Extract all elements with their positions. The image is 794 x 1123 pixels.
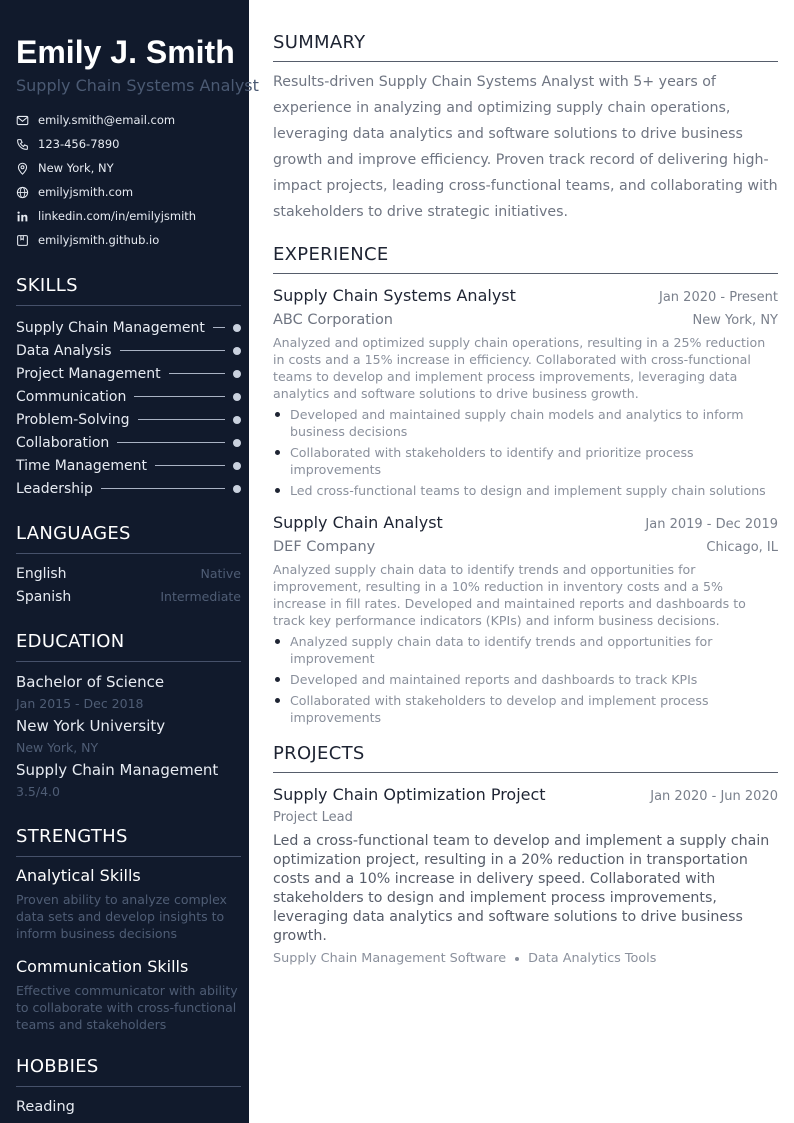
main-content <box>273 0 778 968</box>
tag-separator <box>515 957 519 961</box>
experience-heading: EXPERIENCE <box>273 243 778 274</box>
language-item <box>16 585 241 608</box>
skill-line <box>213 327 225 328</box>
contact-phone-text: 123-456-7890 <box>38 137 120 151</box>
skill-line <box>169 373 225 374</box>
education-gpa: 3.5/4.0 <box>16 784 60 799</box>
job-title: Supply Chain Systems Analyst <box>273 286 516 305</box>
strength-title: Analytical Skills <box>16 866 141 885</box>
projects-heading: PROJECTS <box>273 742 778 773</box>
linkedin-icon <box>16 210 29 223</box>
hobbies-heading: HOBBIES <box>16 1055 241 1087</box>
skill-dot <box>233 347 241 355</box>
job-description: Analyzed supply chain data to identify trends and opportunities for improvement, resulting in a 10% reduction in inventory costs and a 5% increase in fill rates. Developed and maintained reports and dashboards to track key performance indicators (KPIs) and inform business decisions. <box>273 562 746 628</box>
skill-item <box>16 362 241 385</box>
skill-dot <box>233 439 241 447</box>
contact-email-text: emily.smith@email.com <box>38 113 176 127</box>
skill-line <box>101 488 225 489</box>
contact-location-text: New York, NY <box>38 161 114 175</box>
strength-description: Effective communicator with ability to collaborate with cross-functional teams and stakeholders <box>16 983 238 1032</box>
skill-item <box>16 339 241 362</box>
skill-name: Collaboration <box>16 434 110 451</box>
job-location: Chicago, IL <box>706 540 778 555</box>
skill-name: Leadership <box>16 480 93 497</box>
phone-icon <box>16 138 29 151</box>
job-bullet: Collaborated with stakeholders to develop and implement process improvements <box>273 692 778 726</box>
skill-line <box>120 350 225 351</box>
strength-item <box>16 865 241 942</box>
skill-line <box>155 465 225 466</box>
sidebar <box>0 0 259 1123</box>
job-bullet: Collaborated with stakeholders to identify and prioritize process improvements <box>273 444 778 478</box>
language-name: Spanish <box>16 588 72 605</box>
job-location: New York, NY <box>692 313 778 328</box>
contact-phone[interactable] <box>16 132 241 156</box>
job-title: Supply Chain Analyst <box>273 513 443 532</box>
strength-item <box>16 956 241 1033</box>
language-level: Intermediate <box>160 589 241 604</box>
job-bullet: Led cross-functional teams to design and implement supply chain solutions <box>273 482 778 499</box>
hobby-item: Reading <box>16 1099 75 1115</box>
skill-item <box>16 454 241 477</box>
education-entry <box>16 671 241 803</box>
languages-heading: LANGUAGES <box>16 522 241 554</box>
skill-dot <box>233 416 241 424</box>
skill-name: Data Analysis <box>16 342 112 359</box>
contact-linkedin-text: linkedin.com/in/emilyjsmith <box>38 209 197 223</box>
experience-entry <box>273 284 778 499</box>
contact-website-text: emilyjsmith.com <box>38 185 134 199</box>
skill-line <box>138 419 225 420</box>
job-company: DEF Company <box>273 539 376 555</box>
job-dates: Jan 2020 - Present <box>659 290 778 305</box>
contact-location <box>16 156 241 180</box>
contact-github-text: emilyjsmith.github.io <box>38 233 160 247</box>
education-heading: EDUCATION <box>16 630 241 662</box>
skill-line <box>117 442 225 443</box>
contact-email[interactable] <box>16 108 241 132</box>
contact-website[interactable] <box>16 180 241 204</box>
email-icon <box>16 114 29 127</box>
skill-name: Communication <box>16 388 127 405</box>
project-entry <box>273 783 778 968</box>
contact-linkedin[interactable] <box>16 204 241 228</box>
contact-github[interactable] <box>16 228 241 252</box>
skill-item <box>16 431 241 454</box>
job-bullets <box>273 406 778 499</box>
job-bullet: Developed and maintained reports and dashboards to track KPIs <box>273 671 778 688</box>
job-bullet: Developed and maintained supply chain models and analytics to inform business decisions <box>273 406 778 440</box>
skill-dot <box>233 370 241 378</box>
candidate-title: Supply Chain Systems Analyst <box>16 76 259 95</box>
experience-entry <box>273 511 778 726</box>
languages-list <box>16 562 241 608</box>
skill-item <box>16 385 241 408</box>
skill-name: Time Management <box>16 457 147 474</box>
education-field: Supply Chain Management <box>16 761 219 779</box>
skill-line <box>134 396 225 397</box>
skill-dot <box>233 393 241 401</box>
skills-list <box>16 316 241 500</box>
skill-dot <box>233 485 241 493</box>
education-degree: Bachelor of Science <box>16 673 165 691</box>
skill-dot <box>233 462 241 470</box>
globe-icon <box>16 186 29 199</box>
job-bullet: Analyzed supply chain data to identify trends and opportunities for improvement <box>273 633 778 667</box>
project-tag: Data Analytics Tools <box>528 951 657 966</box>
github-icon <box>16 234 29 247</box>
education-school: New York University <box>16 717 166 735</box>
strengths-heading: STRENGTHS <box>16 825 241 857</box>
project-tag: Supply Chain Management Software <box>273 951 507 966</box>
language-level: Native <box>200 566 241 581</box>
job-company: ABC Corporation <box>273 312 394 328</box>
project-title: Supply Chain Optimization Project <box>273 785 546 804</box>
summary-heading: SUMMARY <box>273 31 778 62</box>
skill-item <box>16 477 241 500</box>
skill-item <box>16 316 241 339</box>
education-location: New York, NY <box>16 740 99 755</box>
project-description: Led a cross-functional team to develop and implement a supply chain optimization project, resulting in a 20% reduction in transportation costs and a 10% increase in delivery speed. Collaborated with stakeholders to design and implement process improvements, leveraging data analytics and software solutions to drive business growth. <box>273 833 770 944</box>
skills-heading: SKILLS <box>16 274 241 306</box>
language-item <box>16 562 241 585</box>
job-bullets <box>273 633 778 726</box>
strength-description: Proven ability to analyze complex data sets and develop insights to inform business decisions <box>16 892 227 941</box>
summary-text: Results-driven Supply Chain Systems Analyst with 5+ years of experience in analyzing and optimizing supply chain operations, leveraging data analytics and software solutions to drive business growth and improve efficiency. Proven track record of delivering high-impact projects, leading cross-functional teams, and collaborating with stakeholders to drive strategic initiatives. <box>273 74 778 220</box>
language-name: English <box>16 565 67 582</box>
skill-name: Project Management <box>16 365 161 382</box>
skill-name: Supply Chain Management <box>16 319 205 336</box>
strength-title: Communication Skills <box>16 957 189 976</box>
skill-item <box>16 408 241 431</box>
contact-list <box>16 108 241 252</box>
skill-name: Problem-Solving <box>16 411 130 428</box>
job-description: Analyzed and optimized supply chain operations, resulting in a 25% reduction in costs and a 15% increase in efficiency. Collaborated with cross-functional teams to develop and implement process improvements, leveraging data analytics and software solutions to drive business growth. <box>273 335 766 401</box>
skill-dot <box>233 324 241 332</box>
project-role: Project Lead <box>273 810 353 825</box>
job-dates: Jan 2019 - Dec 2019 <box>645 517 778 532</box>
project-tags <box>273 950 778 968</box>
project-dates: Jan 2020 - Jun 2020 <box>650 789 778 804</box>
location-icon <box>16 162 29 175</box>
education-dates: Jan 2015 - Dec 2018 <box>16 696 144 711</box>
candidate-name: Emily J. Smith <box>16 34 235 70</box>
